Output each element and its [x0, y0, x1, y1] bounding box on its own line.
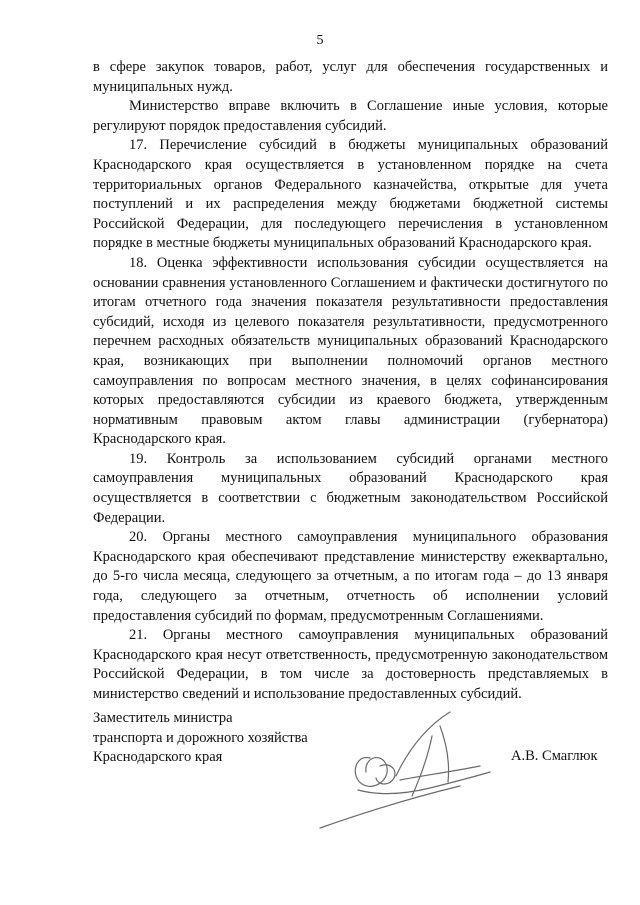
signatory-title-line: транспорта и дорожного хозяйства — [93, 729, 308, 746]
document-body — [93, 58, 608, 705]
signatory-name: А.В. Смаглюк — [511, 748, 598, 764]
paragraph-17: 17. Перечисление субсидий в бюджеты муниципальных образований Краснодарского края осуществляется в установленном порядке на счета территориальных органов Федерального казначейства, открытые для учета поступлений и их распределения между бюджетами бюджетной системы Российской Федерации, для последующего перечисления в установленном порядке в местные бюджеты муниципальных образований Краснодарского края. — [93, 137, 608, 252]
handwritten-signature — [300, 706, 510, 836]
signatory-title-line: Заместитель министра — [93, 710, 233, 726]
paragraph-21: 21. Органы местного самоуправления муниципальных образований Краснодарского края несут ответственность, предусмотренную законодательством Российской Федерации, в том числе за достоверность представляемых в министерство сведений и использование предоставленных субсидий. — [93, 627, 608, 702]
paragraph: Министерство вправе включить в Соглашение иные условия, которые регулируют порядок предоставления субсидий. — [93, 98, 608, 134]
signatory-title-line: Краснодарского края — [93, 749, 223, 766]
paragraph: в сфере закупок товаров, работ, услуг для обеспечения государственных и муниципальных нужд. — [93, 59, 608, 95]
signatory-title — [93, 709, 308, 768]
paragraph-19: 19. Контроль за использованием субсидий органами местного самоуправления муниципальных образований Краснодарского края осуществляется в соответствии с бюджетным законодательством Российской Федерации. — [93, 450, 608, 526]
paragraph-20: 20. Органы местного самоуправления муниципального образования Краснодарского края обеспечивают представление министерству ежеквартально, до 5-го числа месяца, следующего за отчетным, а по итогам года – до 13 января года, следующего за отчетным, отчетность об исполнении условий предоставления субсидий по формам, предусмотренным Соглашениями. — [93, 529, 608, 624]
page-number: 5 — [316, 33, 324, 48]
paragraph-18: 18. Оценка эффективности использования субсидии осуществляется на основании сравнения установленного Соглашением и фактически достигнутого по итогам отчетного года значения показателя результативности предоставления субсидий, исходя из целевого показателя результативности, предусмотренного перечнем расходных обязательств муниципальных образований Краснодарского края, возникающих при выполнении полномочий органов местного самоуправления по вопросам местного значения, в целях софинансирования которых предоставляются субсидии из краевого бюджета, утвержденным нормативным правовым актом главы администрации (губернатора) Краснодарского края. — [93, 254, 608, 448]
